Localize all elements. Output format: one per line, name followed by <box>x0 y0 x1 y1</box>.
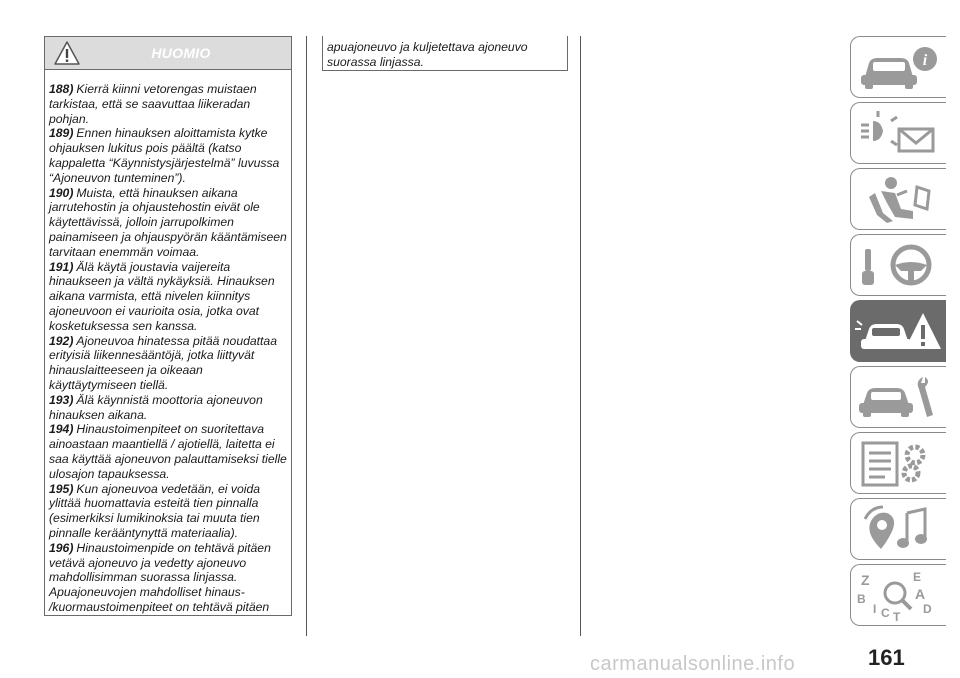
svg-text:C: C <box>881 606 890 620</box>
svg-text:A: A <box>915 586 926 602</box>
svg-text:B: B <box>857 592 866 606</box>
svg-text:D: D <box>923 602 932 616</box>
multimedia-icon <box>851 499 945 559</box>
warning-title: HUOMIO <box>151 45 211 61</box>
warning-notes <box>45 70 291 615</box>
seat-airbag-icon <box>851 169 945 229</box>
page-number: 161 <box>868 645 905 670</box>
car-emergency-icon <box>851 301 945 361</box>
note-191: 191) Älä käytä joustavia vaijereita hinaukseen ja vältä nykäyksiä. Hinauksen aikana varmista, että nivelen kiinnitys ajoneuvoon ei vaurioita osia, jotka ovat kosketuksessa sen kanssa. <box>49 259 275 333</box>
note-188: 188) Kierrä kiinni vetorengas muistaen tarkistaa, että se saavuttaa liikeradan pohjan. <box>49 82 257 126</box>
car-maintenance-icon <box>851 367 945 427</box>
svg-text:Z: Z <box>861 572 870 588</box>
technical-data-icon <box>851 433 945 493</box>
tab-technical-data[interactable] <box>850 432 946 494</box>
note-194: 194) Hinaustoimenpiteet on suoritettava ainoastaan maantiellä / ajotiellä, laitetta ei saa käyttää ajoneuvon palauttamiseksi tielle ulosajon tapauksessa. <box>49 422 287 481</box>
tab-emergency[interactable] <box>850 300 946 362</box>
tab-safety[interactable] <box>850 168 946 230</box>
note-190: 190) Muista, että hinauksen aikana jarrutehostin ja ohjaustehostin eivät ole käytettävissä, jolloin jarrupolkimen painamiseen ja ohjauspyörän kääntämiseen tarvitaan enemmän voimaa. <box>49 185 287 259</box>
svg-text:i: i <box>922 52 928 69</box>
car-info-icon <box>851 37 945 97</box>
note-192: 192) Ajoneuvoa hinatessa pitää noudattaa erityisiä liikennesääntöjä, jotka liittyvät hinauslaitteeseen ja oikeaan käyttäytymiseen tiellä. <box>49 333 277 392</box>
tab-index[interactable] <box>850 564 946 626</box>
tab-starting-driving[interactable] <box>850 234 946 296</box>
note-195: 195) Kun ajoneuvoa vedetään, ei voida ylittää huomattavia esteitä tien pinnalla (esimerkiksi lumikinoksia tai muuta tien pinnalle kerääntynyttä materiaalia). <box>49 481 261 540</box>
note-193: 193) Älä käynnistä moottoria ajoneuvon hinauksen aikana. <box>49 392 263 422</box>
warning-lights-message-icon <box>851 103 945 163</box>
warning-box <box>44 36 292 616</box>
warning-continuation-box <box>322 36 568 71</box>
column-divider <box>306 36 307 636</box>
note-189: 189) Ennen hinauksen aloittamista kytke ohjauksen lukitus pois päältä (katso kappaletta “Käynnistysjärjestelmä” luvussa “Ajoneuvon tunteminen”). <box>49 126 280 185</box>
warning-continuation-text: apuajoneuvo ja kuljetettava ajoneuvo suorassa linjassa. <box>327 40 528 69</box>
alphabetical-index-icon <box>851 565 945 625</box>
key-steering-wheel-icon <box>851 235 945 295</box>
svg-text:I: I <box>873 602 877 616</box>
svg-text:T: T <box>893 610 901 624</box>
tab-multimedia[interactable] <box>850 498 946 560</box>
tab-car-info[interactable] <box>850 36 946 98</box>
svg-text:E: E <box>913 570 922 584</box>
watermark: carmanualsonline.info <box>590 653 796 675</box>
warning-header <box>45 37 291 70</box>
column-divider <box>580 36 581 636</box>
tab-warning-lights[interactable] <box>850 102 946 164</box>
note-196: 196) Hinaustoimenpide on tehtävä pitäen vetävä ajoneuvo ja vedetty ajoneuvo mahdollisimman suorassa linjassa. Apuajoneuvojen mahdolliset hinaus- /kuormaustoimenpiteet on tehtävä pitäen <box>49 540 271 614</box>
tab-maintenance[interactable] <box>850 366 946 428</box>
